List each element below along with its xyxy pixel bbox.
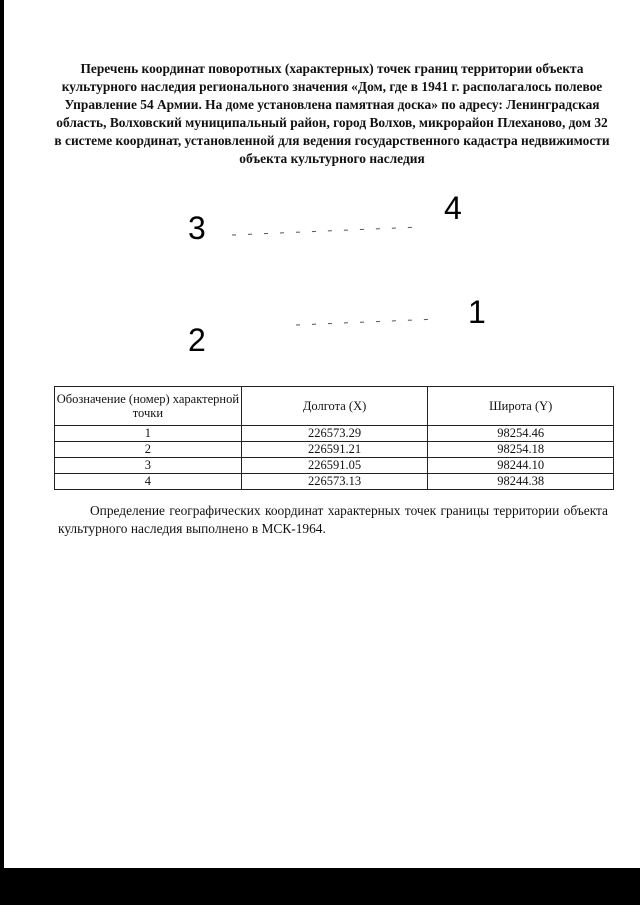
- cell-latitude: 98244.10: [428, 458, 614, 474]
- cell-point-number: 1: [55, 426, 242, 442]
- coordinate-system-note: Определение географических координат характерных точек границы территории объекта культурного наследия выполнено в МСК-1964.: [58, 503, 608, 536]
- boundary-sketch: [0, 0, 640, 380]
- cell-point-number: 2: [55, 442, 242, 458]
- cell-longitude: 226591.05: [241, 458, 428, 474]
- scan-bottom-border: [0, 868, 640, 905]
- table-header-row: [55, 387, 614, 426]
- point-label-3: 3: [188, 210, 206, 246]
- point-label-4: 4: [444, 190, 462, 226]
- document-title: Перечень координат поворотных (характерных) точек границ территории объекта культурного наследия регионального значения «Дом, где в 1941 г. располагалось полевое Управление 54 Армии. На доме установлена памятная доска» по адресу: Ленинградская область, Волховский муниципальный район, город Волхов, микрорайон Плеханово, дом 32 в системе координат, установленной для ведения государственного кадастра недвижимости объекта культурного наследия: [54, 61, 610, 166]
- cell-longitude: 226573.29: [241, 426, 428, 442]
- cell-latitude: 98254.18: [428, 442, 614, 458]
- point-label-1: 1: [468, 294, 486, 330]
- table-row: [55, 458, 614, 474]
- table-row: [55, 426, 614, 442]
- boundary-lines: [0, 0, 640, 380]
- cell-latitude: 98254.46: [428, 426, 614, 442]
- coordinates-table: [54, 386, 614, 490]
- boundary-line-3-4: [232, 227, 420, 235]
- point-label-2: 2: [188, 322, 206, 358]
- header-point-number: Обозначение (номер) характерной точки: [55, 387, 242, 426]
- cell-longitude: 226573.13: [241, 474, 428, 490]
- cell-point-number: 4: [55, 474, 242, 490]
- boundary-line-2-1: [296, 319, 438, 325]
- cell-point-number: 3: [55, 458, 242, 474]
- cell-latitude: 98244.38: [428, 474, 614, 490]
- table-row: [55, 442, 614, 458]
- cell-longitude: 226591.21: [241, 442, 428, 458]
- table-row: [55, 474, 614, 490]
- header-latitude: Широта (Y): [428, 387, 614, 426]
- scan-left-border: [0, 0, 4, 868]
- header-longitude: Долгота (X): [241, 387, 428, 426]
